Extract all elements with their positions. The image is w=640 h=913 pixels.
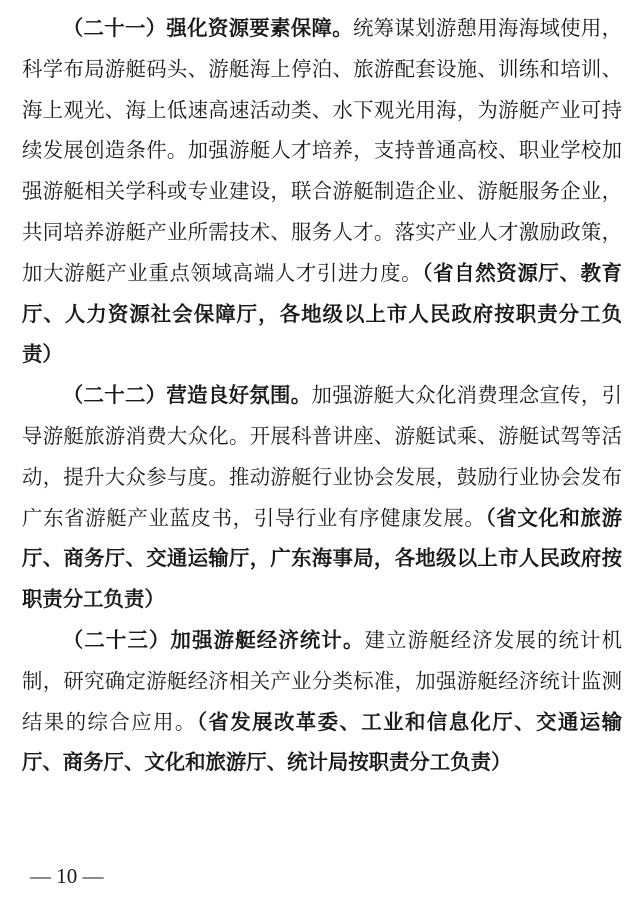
page-number: — 10 — [30, 864, 104, 888]
responsibility-note: （省自然资源厅、教育厅、人力资源社会保障厅，各地级以上市人民政府按职责分工负责） [22, 260, 622, 367]
paragraph-body: 统筹谋划游憩用海海域使用，科学布局游艇码头、游艇海上停泊、旅游配套设施、训练和培训、海上观光、海上低速高速活动类、水下观光用海，为游艇产业可持续发展创造条件。加强游艇人才培养，支持普通高校、职业学校加强游艇相关学科或专业建设，联合游艇制造企业、游艇服务企业，共同培养游艇产业所需技术、服务人才。落实产业人才激励政策，加大游艇产业重点领域高端人才引进力度。 [22, 16, 623, 285]
paragraph-resource-guarantee [22, 8, 622, 375]
section-heading: （二十三）加强游艇经济统计。 [62, 627, 365, 652]
paragraph-statistics [22, 620, 622, 783]
paragraph-atmosphere [22, 375, 622, 620]
paragraph-body: 建立游艇经济发展的统计机制，研究确定游艇经济相关产业分类标准，加强游艇经济统计监测结果的综合应用。 [22, 627, 622, 734]
paragraph-body: 加强游艇大众化消费理念宣传，引导游艇旅游消费大众化。开展科普讲座、游艇试乘、游艇试驾等活动，提升大众参与度。推动游艇行业协会发展，鼓励行业协会发布广东省游艇产业蓝皮书，引导行业有序健康发展。 [22, 383, 623, 530]
document-page [22, 8, 622, 783]
responsibility-note: （省文化和旅游厅、商务厅、交通运输厅，广东海事局，各地级以上市人民政府按职责分工负责） [22, 505, 622, 612]
section-heading: （二十一）强化资源要素保障。 [62, 16, 353, 40]
section-heading: （二十二）营造良好氛围。 [62, 383, 312, 408]
responsibility-note: （省发展改革委、工业和信息化厅、交通运输厅、商务厅、文化和旅游厅、统计局按职责分工负责） [22, 709, 622, 775]
